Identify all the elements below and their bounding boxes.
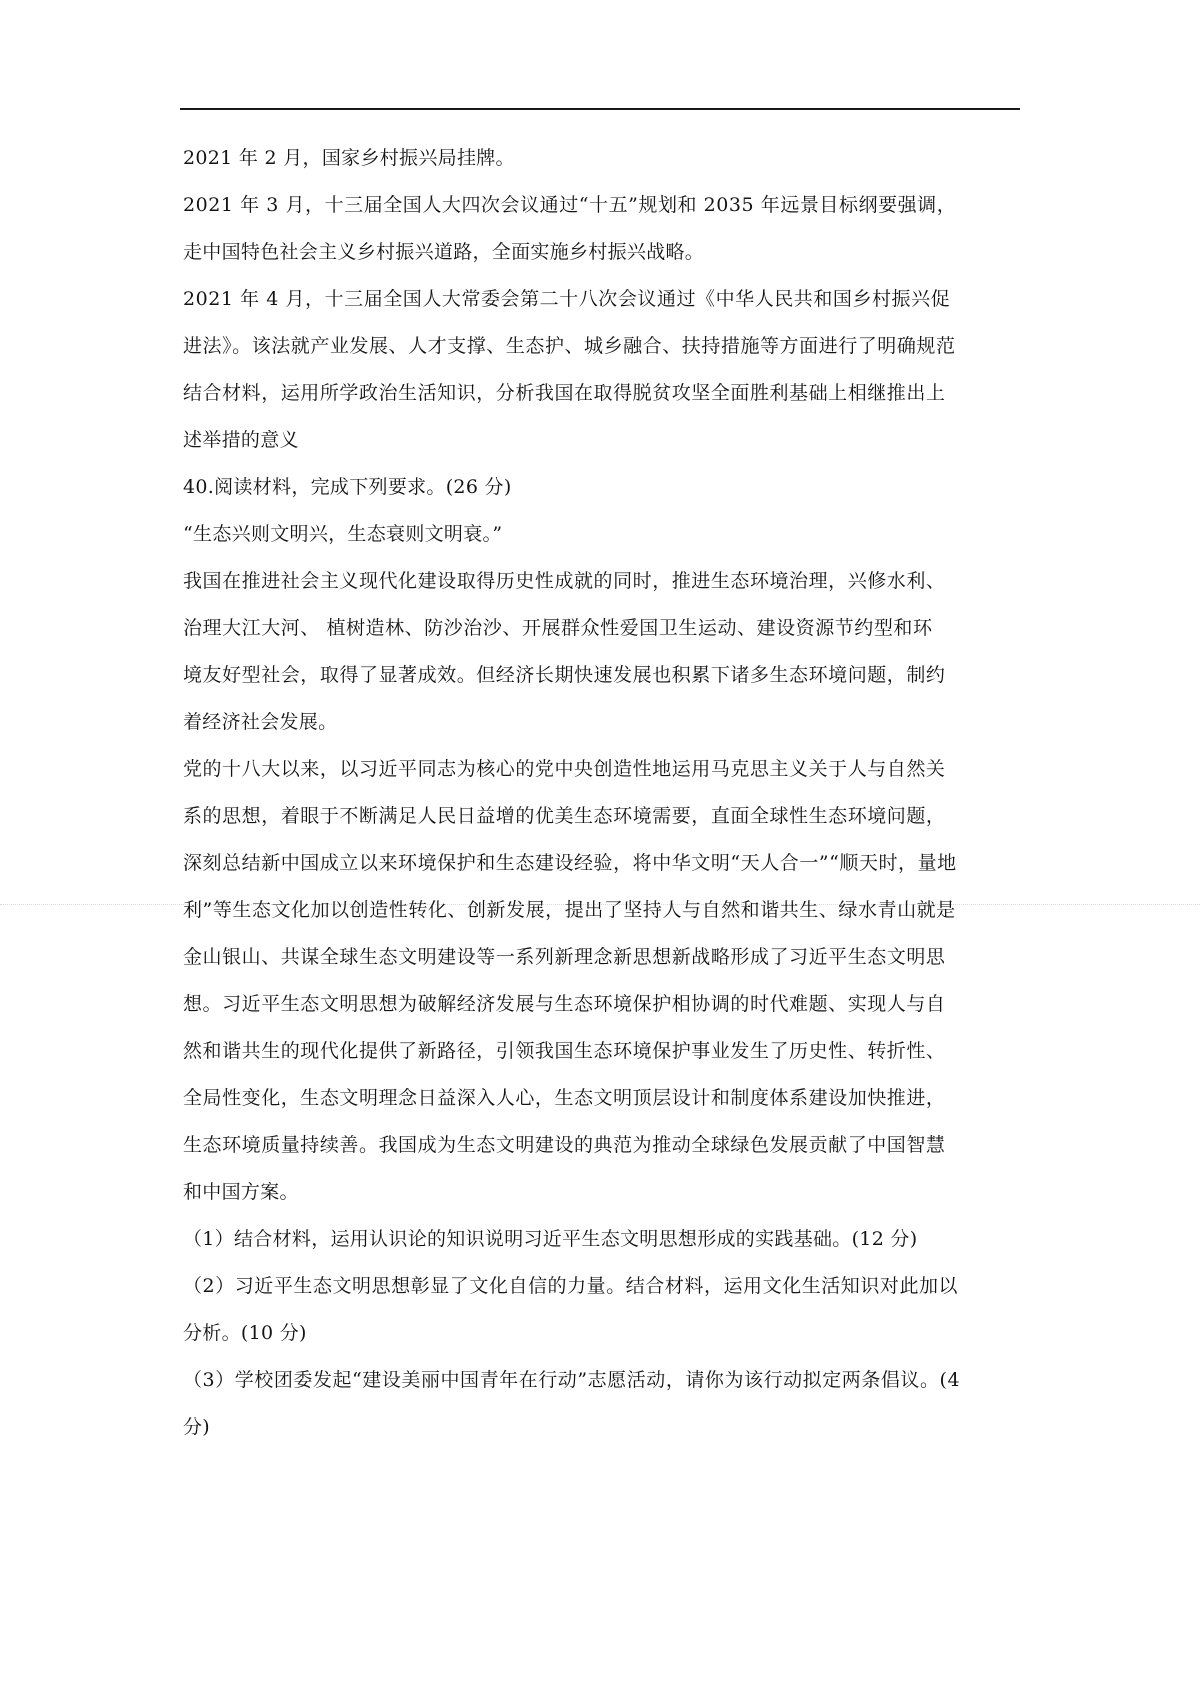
text-line-20: 然和谐共生的现代化提供了新路径，引领我国生态环境保护事业发生了历史性、转折性、 xyxy=(183,1040,946,1062)
text-line-14: 党的十八大以来，以习近平同志为核心的党中央创造性地运用马克思主义关于人与自然关 xyxy=(183,758,946,780)
text-line-23: 和中国方案。 xyxy=(183,1181,299,1203)
sub-question-3: （3）学校团委发起“建设美丽中国青年在行动”志愿活动，请你为该行动拟定两条倡议。(4 xyxy=(183,1369,961,1391)
text-line-10: 我国在推进社会主义现代化建设取得历史性成就的同时，推进生态环境治理，兴修水利、 xyxy=(183,570,946,592)
text-line-5: 进法》。该法就产业发展、人才支撑、生态护、城乡融合、扶持措施等方面进行了明确规范 xyxy=(183,335,956,357)
quote-line: “生态兴则文明兴，生态衰则文明衰。” xyxy=(183,523,503,545)
header-rule xyxy=(180,108,1020,110)
text-line-2: 2021 年 3 月，十三届全国人大四次会议通过“十五”规划和 2035 年远景目标纲要强调， xyxy=(183,194,957,216)
sub-question-2-cont: 分析。(10 分) xyxy=(183,1322,307,1344)
text-line-16: 深刻总结新中国成立以来环境保护和生态建设经验，将中华文明“天人合一”“顺天时，量地 xyxy=(183,852,957,874)
sub-question-1: （1）结合材料，运用认识论的知识说明习近平生态文明思想形成的实践基础。(12 分) xyxy=(183,1228,918,1250)
text-line-6: 结合材料，运用所学政治生活知识，分析我国在取得脱贫攻坚全面胜利基础上相继推出上 xyxy=(183,382,946,404)
text-line-12: 境友好型社会，取得了显著成效。但经济长期快速发展也积累下诸多生态环境问题，制约 xyxy=(183,664,946,686)
sub-question-3-cont: 分) xyxy=(183,1416,211,1438)
question-40-heading: 40.阅读材料，完成下列要求。(26 分) xyxy=(183,476,512,498)
text-line-19: 想。习近平生态文明思想为破解经济发展与生态环境保护相协调的时代难题、实现人与自 xyxy=(183,993,946,1015)
text-line-15: 系的思想，着眼于不断满足人民日益增的优美生态环境需要，直面全球性生态环境问题， xyxy=(183,805,946,827)
text-line-4: 2021 年 4 月，十三届全国人大常委会第二十八次会议通过《中华人民共和国乡村振兴促 xyxy=(183,288,951,310)
text-line-11: 治理大江大河、 植树造林、防沙治沙、开展群众性爱国卫生运动、建设资源节约型和环 xyxy=(183,617,933,639)
text-line-3: 走中国特色社会主义乡村振兴道路，全面实施乡村振兴战略。 xyxy=(183,241,705,263)
text-line-17: 利”等生态文化加以创造性转化、创新发展，提出了坚持人与自然和谐共生、绿水青山就是 xyxy=(183,899,956,921)
text-line-7: 述举措的意义 xyxy=(183,429,299,451)
text-line-1: 2021 年 2 月，国家乡村振兴局挂牌。 xyxy=(183,147,515,169)
text-line-13: 着经济社会发展。 xyxy=(183,711,338,733)
sub-question-2: （2）习近平生态文明思想彰显了文化自信的力量。结合材料，运用文化生活知识对此加以 xyxy=(183,1275,959,1297)
text-line-22: 生态环境质量持续善。我国成为生态文明建设的典范为推动全球绿色发展贡献了中国智慧 xyxy=(183,1134,946,1156)
text-line-18: 金山银山、共谋全球生态文明建设等一系列新理念新思想新战略形成了习近平生态文明思 xyxy=(183,946,946,968)
text-line-21: 全局性变化，生态文明理念日益深入人心，生态文明顶层设计和制度体系建设加快推进， xyxy=(183,1087,946,1109)
